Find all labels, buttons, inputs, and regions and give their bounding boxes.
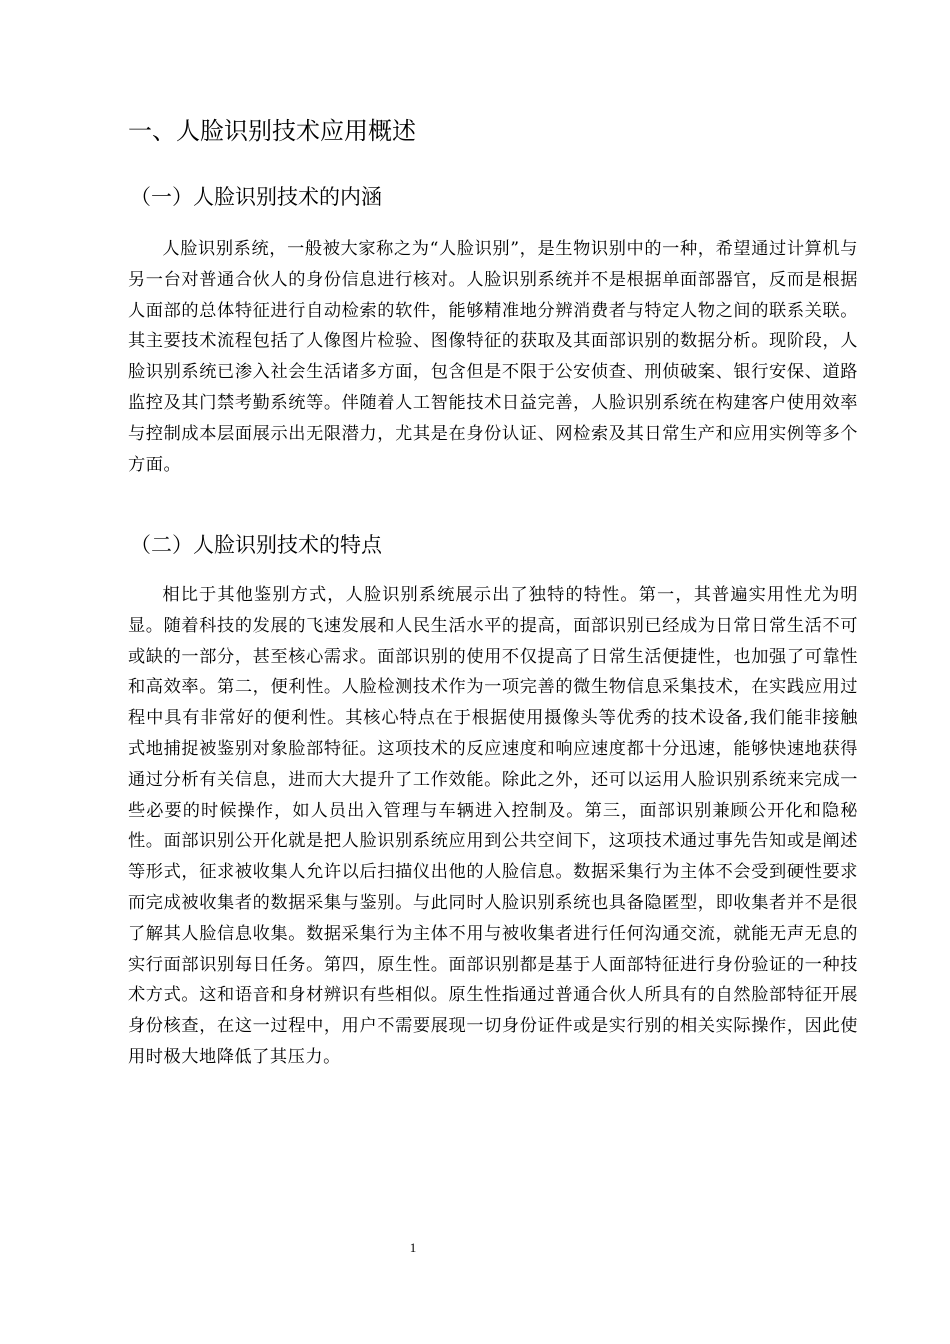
section-1-paragraph: 人脸识别系统，一般被大家称之为“人脸识别”，是生物识别中的一种，希望通过计算机与另一台对普通合伙人的身份信息进行核对。人脸识别系统并不是根据单面部器官，反而是根据人面部的总体特征进行自动检索的软件，能够精准地分辨消费者与特定人物之间的联系关联。其主要技术流程包括了人像图片检验、图像特征的获取及其面部识别的数据分析。现阶段，人脸识别系统已渗入社会生活诸多方面，包含但是不限于公安侦查、刑侦破案、银行安保、道路监控及其门禁考勤系统等。伴随着人工智能技术日益完善，人脸识别系统在构建客户使用效率与控制成本层面展示出无限潜力，尤其是在身份认证、网检索及其日常生产和应用实例等多个方面。 xyxy=(128,239,858,475)
section-2-paragraph: 相比于其他鉴别方式，人脸识别系统展示出了独特的特性。第一，其普遍实用性尤为明显。随着科技的发展的飞速发展和人民生活水平的提高，面部识别已经成为日常日常生活不可或缺的一部分，甚至核心需求。面部识别的使用不仅提高了日常生活便捷性，也加强了可靠性和高效率。第二，便利性。人脸检测技术作为一项完善的微生物信息采集技术，在实践应用过程中具有非常好的便利性。其核心特点在于根据使用摄像头等优秀的技术设备,我们能非接触式地捕捉被鉴别对象脸部特征。这项技术的反应速度和响应速度都十分迅速，能够快速地获得通过分析有关信息，进而大大提升了工作效能。除此之外，还可以运用人脸识别系统来完成一些必要的时候操作，如人员出入管理与车辆进入控制及。第三，面部识别兼顾公开化和隐秘性。面部识别公开化就是把人脸识别系统应用到公共空间下，这项技术通过事先告知或是阐述等形式，征求被收集人允许以后扫描仪出他的人脸信息。数据采集行为主体不会受到硬性要求而完成被收集者的数据采集与鉴别。与此同时人脸识别系统也具备隐匿型，即收集者并不是很了解其人脸信息收集。数据采集行为主体不用与被收集者进行任何沟通交流，就能无声无息的实行面部识别每日任务。第四，原生性。面部识别都是基于人面部特征进行身份验证的一种技术方式。这和语音和身材辨识有些相似。原生性指通过普通合伙人所具有的自然脸部特征开展身份核查，在这一过程中，用户不需要展现一切身份证件或是实行别的相关实际操作，因此使用时极大地降低了其压力。 xyxy=(128,585,858,1067)
section-heading-2: （二）人脸识别技术的特点 xyxy=(130,533,382,557)
section-heading-1: （一）人脸识别技术的内涵 xyxy=(130,185,382,209)
document-title: 一、人脸识别技术应用概述 xyxy=(128,117,416,145)
page-number: 1 xyxy=(409,1240,417,1255)
